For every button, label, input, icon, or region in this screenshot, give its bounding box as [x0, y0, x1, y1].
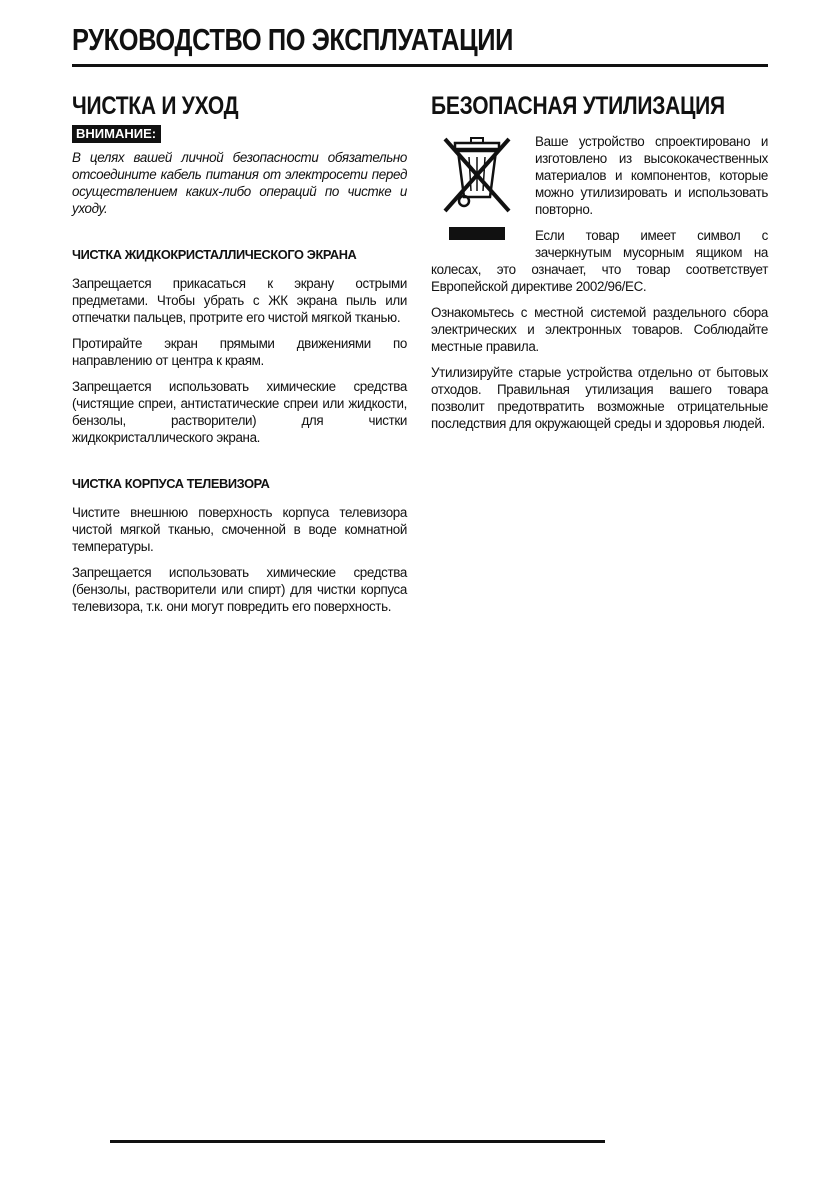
disposal-paragraph: Ознакомьтесь с местной системой раздельного сбора электрических и электронных товаров. Соблюдайте местные правила.: [431, 305, 768, 354]
case-cleaning-title: ЧИСТКА КОРПУСА ТЕЛЕВИЗОРА: [72, 476, 270, 491]
crossed-out-wheelie-bin-icon: [431, 135, 523, 243]
disposal-body: [431, 133, 768, 432]
lcd-paragraph: Запрещается прикасаться к экрану острыми предметами. Чтобы убрать с ЖК экрана пыль или отпечатки пальцев, протрите его чистой мягкой тканью.: [72, 276, 407, 325]
page-header: [72, 22, 768, 67]
warning-badge: ВНИМАНИЕ:: [72, 125, 161, 143]
lcd-cleaning-title: ЧИСТКА ЖИДКОКРИСТАЛЛИЧЕСКОГО ЭКРАНА: [72, 247, 357, 262]
disposal-paragraph: Утилизируйте старые устройства отдельно от бытовых отходов. Правильная утилизация вашего товара позволит предотвратить возможные отрицательные последствия для окружающей среды и здоровья людей.: [431, 365, 768, 431]
disposal-title: БЕЗОПАСНАЯ УТИЛИЗАЦИЯ: [431, 92, 725, 120]
lcd-paragraph: Запрещается использовать химические средства (чистящие спреи, антистатические спреи или жидкости, бензолы, растворители) для чистки жидкокристаллического экрана.: [72, 379, 407, 445]
footer-rule: [110, 1140, 605, 1143]
warning-text: В целях вашей личной безопасности обязательно отсоедините кабель питания от электросети перед осуществлением каких-либо операций по чистке и уходу.: [72, 150, 407, 216]
cleaning-title: ЧИСТКА И УХОД: [72, 92, 239, 120]
case-paragraph: Запрещается использовать химические средства (бензолы, растворители или спирт) для чистки корпуса телевизора, т.к. они могут повредить его поверхность.: [72, 565, 407, 614]
cleaning-column: [72, 92, 407, 624]
disposal-column: [431, 92, 768, 441]
disposal-paragraph: Если товар имеет символ с зачеркнутым мусорным ящиком на колесах, это означает, что товар соответствует Европейской директиве 2002/96/EC.: [431, 228, 768, 294]
lcd-paragraph: Протирайте экран прямыми движениями по направлению от центра к краям.: [72, 336, 407, 368]
page-title: РУКОВОДСТВО ПО ЭКСПЛУАТАЦИИ: [72, 22, 513, 57]
disposal-paragraph: Ваше устройство спроектировано и изготовлено из высококачественных материалов и компонентов, которые можно утилизировать и использовать повторно.: [535, 134, 768, 217]
case-paragraph: Чистите внешнюю поверхность корпуса телевизора чистой мягкой тканью, смоченной в воде комнатной температуры.: [72, 505, 407, 554]
